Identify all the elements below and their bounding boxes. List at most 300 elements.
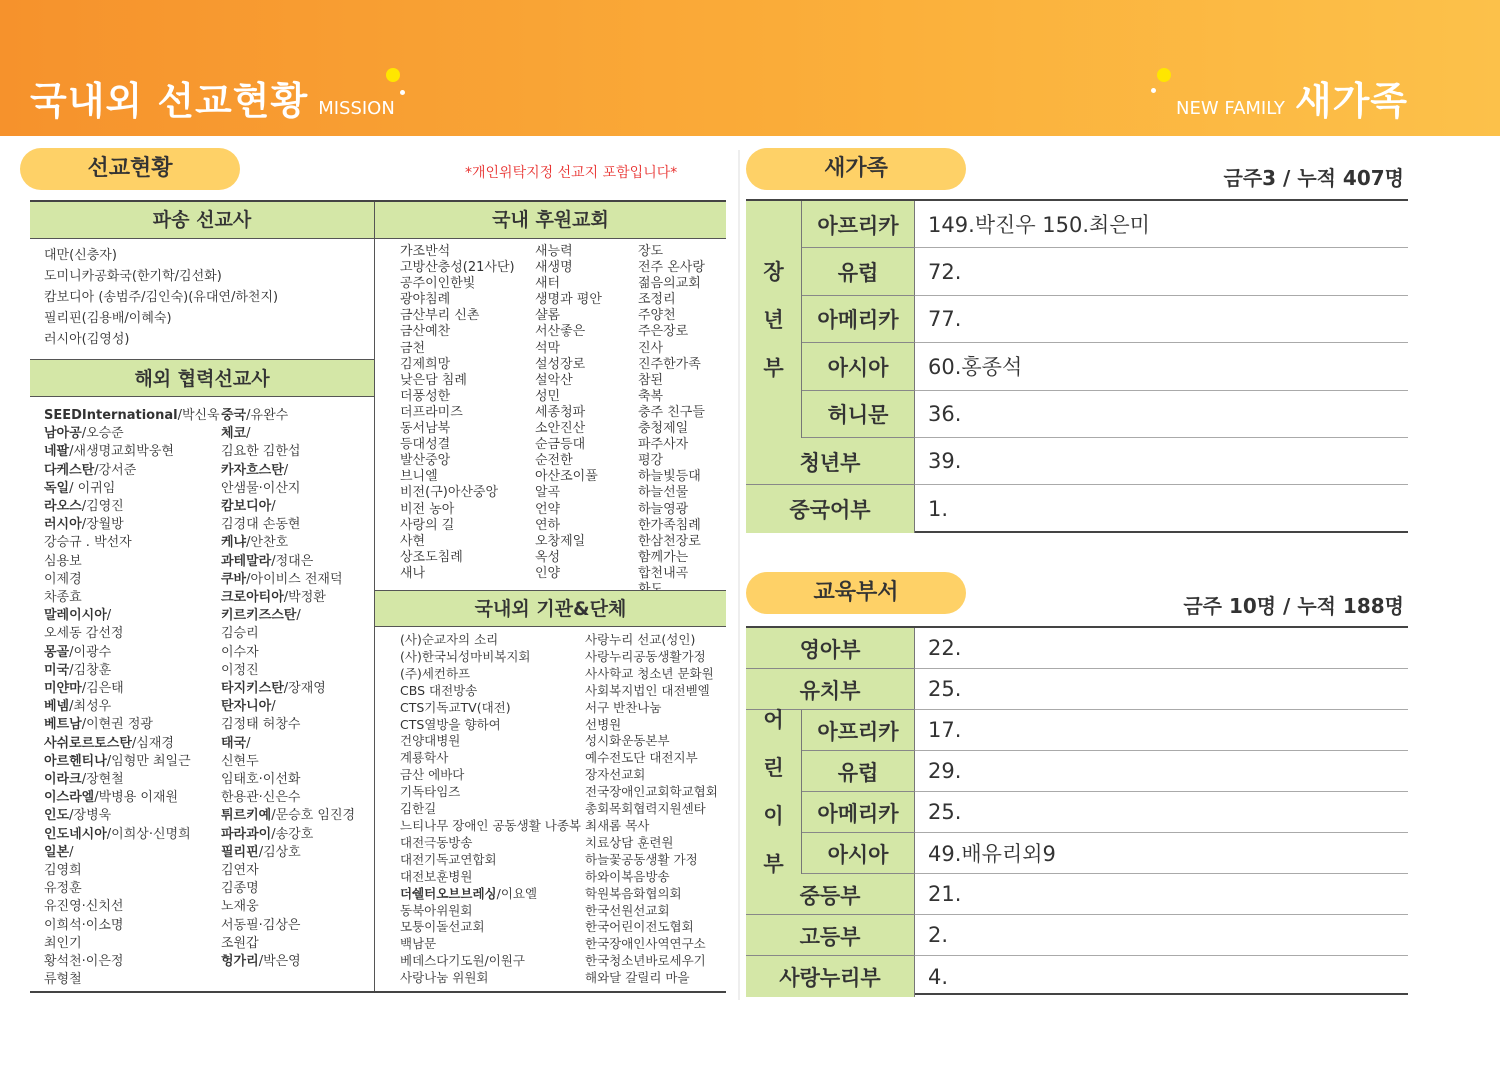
org-item [400, 683, 581, 700]
missionary-item-text: 차종효 [44, 590, 82, 606]
newfamily-stat: 금주3 / 누적 407명 [1223, 166, 1404, 190]
missionary-item [221, 625, 355, 643]
group-label-char: 이 [763, 804, 784, 828]
missionary-item [221, 680, 355, 698]
missionary-item-country: 과테말라 [221, 553, 272, 569]
missionary-item-text: 김종명 [221, 881, 259, 897]
org-item: 한국청소년바로세우기 [585, 953, 706, 969]
missionary-item [44, 753, 220, 771]
missionary-item [44, 480, 220, 498]
newfamily-table [746, 199, 1408, 533]
missionary-item [221, 789, 355, 807]
missionary-item-text: /박은영 [258, 954, 301, 970]
missionary-item-country: 러시아 [44, 517, 82, 533]
missionary-item-text: /김은태 [81, 681, 124, 697]
education-pill: 교육부서 [746, 572, 966, 614]
church-item: 금산부리 신촌 [400, 308, 480, 324]
missionary-item-text: /김상호 [258, 844, 301, 860]
missionary-item [44, 498, 220, 516]
list-item: 대만(신충자) [44, 248, 117, 263]
missionary-item-country: 남아공 [44, 426, 82, 442]
table-row [746, 628, 1408, 669]
church-item: 비전(구)아산중앙 [400, 485, 499, 501]
church-item: 하늘영광 [638, 501, 689, 517]
org-item-text: 사랑나눔 위원회 [400, 970, 489, 986]
missionary-item-text: / [271, 699, 276, 715]
missionary-item [44, 571, 220, 589]
church-item: 하늘선물 [638, 485, 689, 501]
row-value: 22. [915, 628, 1408, 669]
missionary-item [44, 425, 220, 443]
org-item: 한국장애인사역연구소 [585, 936, 706, 952]
header-left [30, 70, 395, 125]
missionary-item-text: 황석천·이은정 [44, 954, 124, 970]
education-table [746, 626, 1408, 995]
missionary-item [44, 407, 220, 425]
missionary-item-country: 파라과이 [221, 826, 272, 842]
church-item: 조정리 [638, 292, 676, 308]
missionary-item-country: 아르헨티나 [44, 753, 107, 769]
org-item-text: 대전보훈병원 [400, 868, 473, 884]
decor-dot-icon [400, 90, 405, 95]
table-row [746, 874, 1408, 915]
missionary-item-text: / [69, 844, 74, 860]
church-item: 서산좋은 [535, 324, 586, 340]
org-item [400, 632, 581, 649]
missionary-item-country: 타지키스탄 [221, 681, 284, 697]
domestic-list-col2 [535, 244, 602, 582]
missionary-item-country: 네팔 [44, 444, 70, 460]
missionary-item [221, 953, 355, 971]
missionary-item-country: 캄보디아 [221, 499, 272, 515]
row-value: 4. [928, 964, 949, 989]
row-label: 허니문 [802, 391, 915, 438]
missionary-item-country: 태국 [221, 735, 247, 751]
missionary-item [44, 534, 220, 552]
mission-right-column [375, 202, 726, 991]
church-item: 충청제일 [638, 421, 689, 437]
row-value: 60.홍종석 [915, 343, 1408, 390]
missionary-item [221, 571, 355, 589]
church-item: 한삼천장로 [638, 533, 701, 549]
church-item: 새능력 [535, 244, 573, 259]
org-item-text: 대전극동방송 [400, 834, 473, 850]
church-item: 석막 [535, 340, 561, 356]
missionary-item-country: SEEDInternational [44, 408, 178, 423]
church-item: 금천 [400, 340, 426, 356]
missionary-item [221, 735, 355, 753]
missionary-item [44, 462, 220, 480]
missionary-item [44, 698, 220, 716]
missionary-item [221, 716, 355, 734]
missionary-item-text: /오승준 [81, 426, 124, 442]
org-item [400, 953, 581, 970]
missionary-item [221, 607, 355, 625]
row-label: 영아부 [746, 628, 915, 669]
org-item [400, 919, 581, 936]
missionary-item-country: 카자흐스탄 [221, 462, 284, 478]
table-row [746, 792, 1408, 833]
missionary-item [44, 735, 220, 753]
missionary-item-country: 미국 [44, 662, 70, 678]
org-item-text: CBS 대전방송 [400, 682, 478, 698]
missionary-item [221, 826, 355, 844]
church-item: 생명과 평안 [535, 292, 602, 308]
church-item: 오창제일 [535, 533, 586, 549]
missionary-item-country: 헝가리 [221, 954, 259, 970]
missionary-item-text: 한용관·신은수 [221, 790, 301, 806]
org-item: 하와이복음방송 [585, 868, 670, 884]
missionary-item-text: 조원갑 [221, 935, 259, 951]
row-value: 39. [915, 438, 1408, 485]
org-item-text: CTS열방을 향하여 [400, 716, 501, 732]
missionary-item-text: 김승리 [221, 626, 259, 642]
missionary-item-text: 김영희 [44, 863, 82, 879]
missionary-item [44, 953, 220, 971]
row-label: 중등부 [746, 874, 915, 915]
table-row [746, 485, 1408, 532]
missionary-item [44, 589, 220, 607]
church-item: 새나 [400, 565, 426, 581]
missionary-item-text: /김창훈 [69, 662, 112, 678]
church-item: 등대성결 [400, 437, 451, 453]
missionary-item-text: 오세동 감선정 [44, 626, 124, 642]
missionary-item-text: /심재경 [131, 735, 174, 751]
church-item: 젊음의교회 [638, 276, 701, 292]
church-item: 순금등대 [535, 437, 586, 453]
missionary-item [221, 662, 355, 680]
org-item-text: 기독타임즈 [400, 784, 461, 800]
missionary-item [44, 680, 220, 698]
row-value: 17. [915, 710, 1408, 751]
church-item: 한가족침례 [638, 517, 701, 533]
column-divider [738, 150, 740, 1000]
org-item: 선병원 [585, 716, 622, 732]
missionary-item [221, 534, 355, 552]
row-value: 21. [915, 874, 1408, 915]
org-item: 해와달 갈릴리 마을 [585, 970, 690, 986]
church-item: 고방산충성(21사단) [400, 260, 515, 276]
org-item [400, 733, 581, 750]
missionary-item-country: 튀르키예 [221, 808, 272, 824]
church-item: 주은장로 [638, 324, 689, 340]
church-item: 설성장로 [535, 356, 586, 372]
missionary-item-country: 말레이시아 [44, 608, 107, 624]
church-item: 하늘빛등대 [638, 469, 701, 485]
row-label: 유럽 [802, 248, 915, 295]
row-label: 유럽 [802, 751, 915, 792]
mission-note: *개인위탁지정 선교지 포함입니다* [465, 165, 678, 181]
missionary-item-text: /장재영 [283, 681, 326, 697]
table-row [746, 915, 1408, 956]
org-item: 사랑누리 선교(성인) [585, 632, 696, 647]
org-item: 최새롬 목사 [585, 817, 650, 833]
org-item: 서구 반찬나눔 [585, 699, 662, 715]
group-label-char: 어 [763, 708, 784, 732]
group-label-char: 년 [763, 307, 784, 332]
domestic-church-header: 국내 후원교회 [375, 202, 726, 239]
missionary-item [221, 935, 355, 953]
org-item [400, 801, 581, 818]
org-item [400, 869, 581, 886]
org-item: 학원복음화협의회 [585, 885, 682, 901]
missionary-item-country: 베넴 [44, 699, 70, 715]
org-item [400, 886, 581, 903]
org-item-text: (사)한국뇌성마비복지회 [400, 648, 531, 664]
section-subtitle: NEW FAMILY [1176, 98, 1285, 119]
missionary-item [221, 462, 355, 480]
missionary-item-text: / [106, 608, 112, 624]
table-row [746, 296, 1408, 343]
church-item: 알곡 [535, 485, 561, 501]
missionary-item-country: 몽골 [44, 644, 70, 660]
header-banner [0, 0, 1500, 136]
org-item: 전국장애인교회학교협회 [585, 784, 718, 800]
org-item [400, 903, 581, 920]
church-item: 주양천 [638, 308, 676, 324]
missionary-item-text: /장월방 [81, 517, 124, 533]
church-item: 사현 [400, 533, 426, 549]
org-item-text: 모퉁이돌선교회 [400, 919, 485, 935]
row-value: 49.배유리외9 [915, 833, 1408, 874]
missionary-item [44, 644, 220, 662]
row-label: 아프리카 [802, 201, 915, 248]
org-item [400, 750, 581, 767]
org-item-text: 금산 에바다 [400, 767, 465, 783]
row-label: 아메리카 [802, 296, 915, 343]
church-item: 성민 [535, 388, 561, 404]
org-item: 장자선교회 [585, 767, 646, 783]
missionary-item-text: 김요한 김한섭 [221, 444, 301, 460]
missionary-item [44, 716, 220, 734]
missionary-item-text: 강승규 . 박선자 [44, 535, 132, 551]
missionary-item [221, 807, 355, 825]
row-value: 72. [915, 248, 1408, 295]
church-item: 진주한가족 [638, 356, 701, 372]
missionary-item [221, 898, 355, 916]
missionary-item [44, 898, 220, 916]
missionary-item-text: /장병욱 [69, 808, 112, 824]
church-item: 순전한 [535, 453, 573, 469]
overseas-list-col2 [221, 407, 355, 971]
missionary-item-country: 독일 [44, 480, 70, 496]
org-item [400, 666, 581, 683]
org-item: 성시화운동본부 [585, 733, 670, 749]
church-item: 비전 농아 [400, 501, 455, 517]
table-row [746, 391, 1408, 438]
group-label-char: 린 [763, 756, 784, 780]
missionary-item [221, 917, 355, 935]
missionary-item-text: /박정환 [283, 590, 326, 606]
missionary-item [44, 807, 220, 825]
missionary-item-text: /김영진 [81, 499, 124, 515]
org-item: 사사학교 청소년 문화원 [585, 665, 714, 681]
missionary-item [221, 407, 355, 425]
missionary-item [221, 480, 355, 498]
church-item: 연하 [535, 517, 561, 533]
missionary-item [44, 662, 220, 680]
overseas-list-col1 [44, 407, 220, 990]
org-item: 총회목회협력지원센타 [585, 801, 706, 817]
missionary-item [221, 498, 355, 516]
org-item [400, 852, 581, 869]
decor-dot-icon [1151, 88, 1156, 93]
church-item: 사랑의 길 [400, 517, 455, 533]
church-item: 진사 [638, 340, 664, 356]
table-row [746, 956, 1408, 997]
org-item-text: 백남문 [400, 936, 437, 952]
missionary-item-text: /이희상·신명희 [106, 826, 191, 842]
missionary-item-country: 탄자니아 [221, 699, 272, 715]
missionary-item [44, 607, 220, 625]
org-item-text: (주)세컨하프 [400, 665, 471, 681]
missionary-item-text: /아이비스 전재덕 [246, 571, 343, 587]
missionary-item-country: 라오스 [44, 499, 82, 515]
row-label: 아시아 [802, 343, 915, 390]
missionary-item-country: 크로아티아 [221, 590, 284, 606]
org-item: 사회복지법인 대전벧엘 [585, 682, 710, 698]
missionary-item-country: 중국 [221, 408, 247, 423]
section-title: 새가족 [1294, 79, 1408, 123]
missionary-item-country: 필리핀 [221, 844, 259, 860]
mission-pill: 선교현황 [20, 148, 240, 190]
missionary-item-country: 체코 [221, 426, 247, 442]
missionary-item-text: /이광수 [69, 644, 112, 660]
decor-dot-icon [386, 68, 400, 82]
overseas-missionary-header: 해외 협력선교사 [30, 359, 374, 397]
church-item: 옥성 [535, 549, 561, 565]
missionary-item [44, 789, 220, 807]
missionary-item [221, 589, 355, 607]
missionary-item [44, 516, 220, 534]
missionary-item [44, 443, 220, 461]
page-subtitle: MISSION [318, 98, 395, 119]
row-value: 2. [915, 915, 1408, 956]
org-item [400, 818, 581, 835]
missionary-item-text: 이수자 [221, 644, 259, 660]
church-item: 가조반석 [400, 244, 451, 259]
missionary-item [221, 880, 355, 898]
missionary-item [44, 826, 220, 844]
row-value: 149.박진우 150.최은미 [915, 201, 1408, 248]
church-item: 새생명 [535, 260, 573, 276]
missionary-item-text: /유완수 [246, 408, 289, 423]
missionary-item-text: /이현권 정광 [81, 717, 153, 733]
sent-missionary-header: 파송 선교사 [30, 202, 374, 239]
org-item: 사랑누리공동생활가정 [585, 648, 706, 664]
church-item: 브니엘 [400, 469, 438, 485]
missionary-item [221, 425, 355, 443]
org-list-col2 [585, 632, 718, 987]
domestic-list-col1 [400, 244, 515, 582]
mission-left-column [30, 202, 375, 991]
missionary-item-country: 일본 [44, 844, 70, 860]
list-item: 필리핀(김용배/이혜숙) [44, 311, 172, 326]
org-item-text: 동북아위원회 [400, 902, 473, 918]
newfamily-pill: 새가족 [746, 148, 966, 190]
missionary-item [221, 553, 355, 571]
church-item: 더풍성한 [400, 388, 451, 404]
missionary-item-text: 이정진 [221, 662, 259, 678]
missionary-item [221, 771, 355, 789]
church-item: 샬롬 [535, 308, 561, 324]
missionary-item-text: /박병용 이재원 [94, 790, 179, 806]
missionary-item-text: /정대은 [271, 553, 314, 569]
org-item [400, 700, 581, 717]
missionary-item-text: 류형철 [44, 972, 82, 988]
page-title: 국내외 선교현황 [30, 79, 309, 123]
group-label [746, 710, 802, 874]
table-row [746, 833, 1408, 874]
org-item-text: 계룡학사 [400, 750, 449, 766]
org-item: 한국선원선교회 [585, 902, 670, 918]
org-item [400, 649, 581, 666]
missionary-item-country: 다케스탄 [44, 462, 95, 478]
missionary-item-text: 신현두 [221, 753, 259, 769]
church-item: 소안진산 [535, 421, 586, 437]
missionary-item [44, 625, 220, 643]
church-item: 새터 [535, 276, 561, 292]
org-item-text: 대전기독교연합회 [400, 851, 497, 867]
church-item: 함께가는 [638, 549, 689, 565]
church-item: 금산예찬 [400, 324, 451, 340]
church-item: 참된 [638, 372, 664, 388]
church-item: 세종청파 [535, 404, 586, 420]
table-row [746, 751, 1408, 792]
church-item: 낮은담 침례 [400, 372, 467, 388]
table-row [746, 343, 1408, 390]
missionary-item-text: 심용보 [44, 553, 82, 569]
church-item: 발산중앙 [400, 453, 451, 469]
org-item-text: CTS기독교TV(대전) [400, 699, 511, 715]
missionary-item-text: /새생명교회박웅현 [69, 444, 174, 460]
missionary-item-country: 키르키즈스탄 [221, 608, 297, 624]
table-row [746, 201, 1408, 248]
org-item: 예수전도단 대전지부 [585, 750, 698, 766]
missionary-item-text: 최인기 [44, 935, 82, 951]
org-item [400, 970, 581, 987]
group-label-char: 부 [763, 852, 784, 876]
org-item: 치료상담 훈련원 [585, 834, 674, 850]
header-right [1176, 70, 1408, 125]
missionary-item [44, 880, 220, 898]
missionary-item [221, 516, 355, 534]
org-item-country: 더쉘터오브브레싱 [400, 885, 497, 901]
mission-table [30, 200, 726, 993]
church-item: 인양 [535, 565, 561, 581]
missionary-item-text: /문승호 임진경 [271, 808, 356, 824]
missionary-item-text: 서동필·김상은 [221, 917, 301, 933]
org-item-text: (사)순교자의 소리 [400, 632, 499, 647]
church-item: 평강 [638, 453, 664, 469]
church-item: 충주 친구들 [638, 404, 705, 420]
church-item: 장도 [638, 244, 664, 259]
missionary-item-text: 유정훈 [44, 881, 82, 897]
church-item: 전주 온사랑 [638, 260, 705, 276]
missionary-item [221, 862, 355, 880]
org-item [400, 784, 581, 801]
org-item-text: 김한길 [400, 801, 437, 817]
church-item: 언약 [535, 501, 561, 517]
missionary-item [44, 844, 220, 862]
missionary-item-country: 쿠바 [221, 571, 247, 587]
org-item [400, 767, 581, 784]
church-item: 설악산 [535, 372, 573, 388]
missionary-item-text: 김연자 [221, 863, 259, 879]
missionary-item [44, 771, 220, 789]
group-label-char: 장 [763, 259, 784, 284]
church-item: 동서남북 [400, 421, 451, 437]
